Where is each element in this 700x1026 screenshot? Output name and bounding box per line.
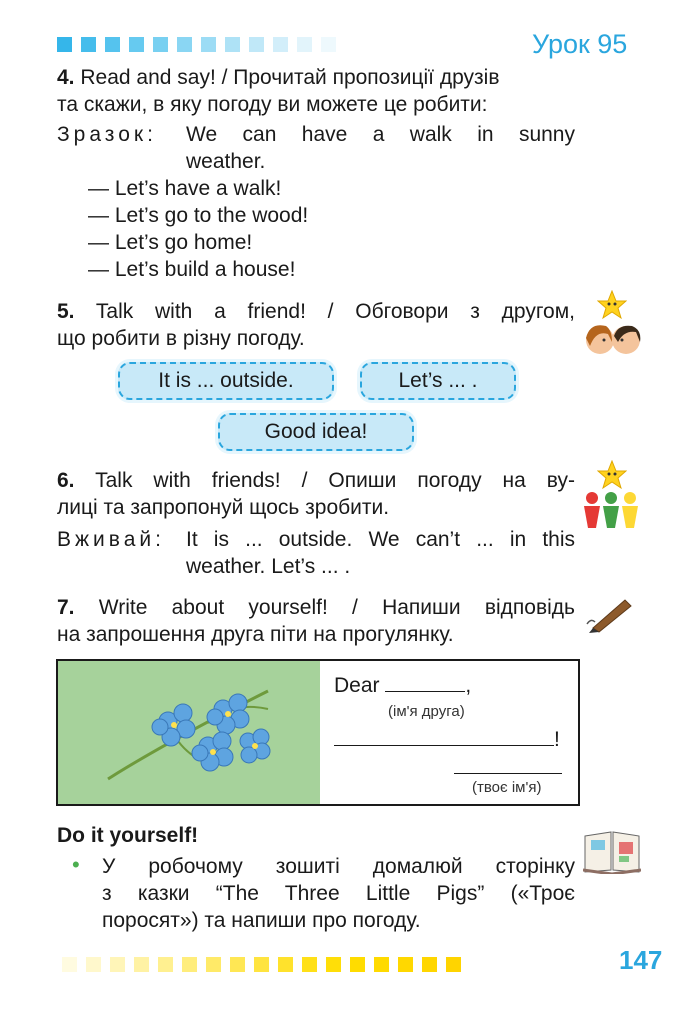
card-dear: Dear [334,674,380,697]
star-icon [597,290,627,320]
ex4-item: — Let’s have a walk! [88,177,282,200]
decor-square [446,957,461,972]
decor-square [302,957,317,972]
ex6-line1: Talk with friends! / Опиши погоду на ву- [95,469,575,492]
ex6-number: 6. [57,469,75,492]
decor-square [134,957,149,972]
decor-square [105,37,120,52]
your-name-hint: (твоє ім'я) [472,779,542,796]
decor-square [201,37,216,52]
ex4-line1: Read and say! / Прочитай пропозиції друзів [80,66,500,89]
decor-square [350,957,365,972]
ex4-number: 4. [57,66,75,89]
ex6-heading [57,467,575,494]
decor-square [249,37,264,52]
message-blank[interactable] [334,723,554,746]
ex5-number: 5. [57,300,75,323]
forget-me-not-picture [58,661,320,804]
decor-square [278,957,293,972]
ex5-heading [57,298,575,325]
decor-square [254,957,269,972]
decor-square [177,37,192,52]
bullet-icon: • [72,852,80,877]
decor-square [374,957,389,972]
decor-square [206,957,221,972]
ex4-line2: та скажи, в яку погоду ви можете це робити: [57,93,488,116]
ex6-use-label: Вживай: [57,528,165,551]
ex4-sample-line1: We can have a walk in sunny [186,123,575,146]
diy-line1: У робочому зошиті домалюй сторінку [102,855,575,878]
diy-line2: з казки “The Three Little Pigs” («Троє [102,882,575,905]
decor-square [326,957,341,972]
ex7-number: 7. [57,596,75,619]
decor-square [182,957,197,972]
ex4-item: — Let’s go to the wood! [88,204,309,227]
ex7-line2: на запрошення друга піти на прогулянку. [57,623,454,646]
page-number: 147 [619,945,663,975]
your-name-blank[interactable] [454,757,562,774]
diy-line3: поросят») та напиши про погоду. [102,909,421,932]
decor-square [129,37,144,52]
decor-square [230,957,245,972]
kids-talking-icon [582,320,644,360]
decor-square [422,957,437,972]
ex4-item: — Let’s go home! [88,231,253,254]
decor-square [297,37,312,52]
decor-square [153,37,168,52]
friend-name-hint: (ім'я друга) [388,703,465,720]
ex7-line1: Write about yourself! / Напиши відповідь [98,596,575,619]
decor-square [398,957,413,972]
card-exclamation: ! [554,728,560,751]
decor-square [57,37,72,52]
decor-square [158,957,173,972]
decor-square [62,957,77,972]
decor-square [86,957,101,972]
phrase-bubble: It is ... outside. [118,362,334,400]
ex4-item: — Let’s build a house! [88,258,296,281]
pen-icon [585,594,635,634]
header-squares [57,37,336,52]
open-book-icon [583,826,641,874]
star-icon [597,460,627,490]
ex4-sample-label: Зразок: [57,123,157,146]
footer-squares [62,957,461,972]
ex6-use-line1: It is ... outside. We can’t ... in this [186,528,575,551]
group-of-friends-icon [582,490,640,530]
ex6-use-line2: weather. Let’s ... . [186,555,351,578]
friend-name-blank[interactable] [385,671,465,692]
phrase-bubble: Good idea! [218,413,414,451]
ex6-line2: лиці та запропонуй щось зробити. [57,496,390,519]
ex4-sample-line2: weather. [186,150,266,173]
card-message-line [334,723,560,753]
card-dear-line [334,671,471,699]
ex4-heading [57,64,500,91]
decor-square [225,37,240,52]
decor-square [81,37,96,52]
diy-title: Do it yourself! [57,824,199,847]
decor-square [110,957,125,972]
ex7-heading [57,594,575,621]
lesson-title: Урок 95 [532,29,628,59]
ex5-line1: Talk with a friend! / Обговори з другом, [95,300,575,323]
card-comma: , [465,674,472,697]
ex5-line2: що робити в різну погоду. [57,327,305,350]
phrase-bubble: Let’s ... . [360,362,516,400]
decor-square [321,37,336,52]
decor-square [273,37,288,52]
invitation-card [56,659,580,806]
